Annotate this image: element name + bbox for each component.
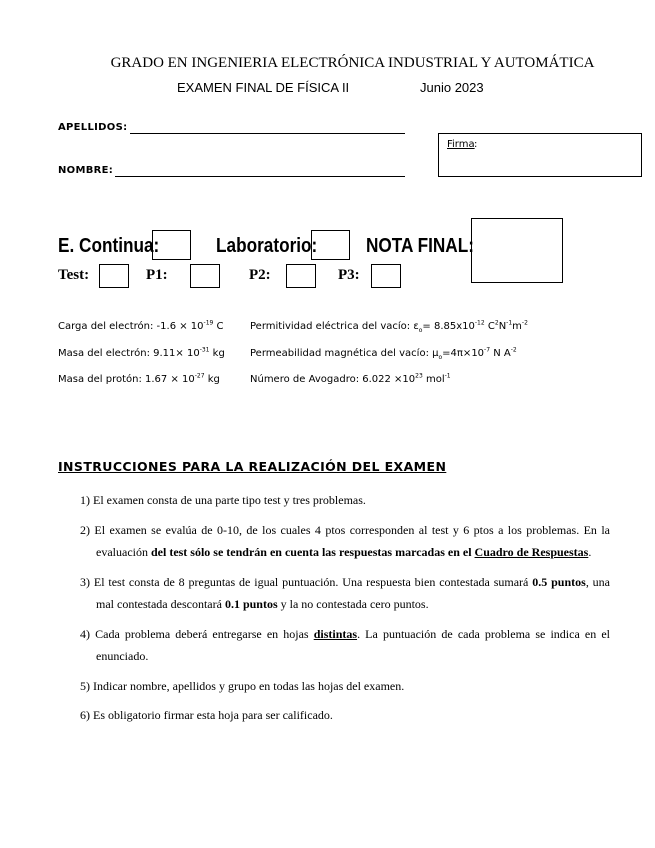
apellidos-label: APELLIDOS: (58, 122, 128, 133)
firma-label: Firma (447, 139, 475, 150)
nombre-label: NOMBRE: (58, 165, 114, 176)
instruction-6: 6) Es obligatorio firmar esta hoja para ser calificado. (80, 708, 333, 722)
instructions-list (80, 489, 610, 734)
test-box[interactable] (99, 264, 129, 288)
laboratorio-box[interactable] (311, 230, 350, 260)
degree-title: GRADO EN INGENIERIA ELECTRÓNICA INDUSTRIAL Y AUTOMÁTICA (110, 55, 595, 71)
nota-final-label: NOTA FINAL: (366, 235, 474, 257)
instruction-3: 3) El test consta de 8 preguntas de igual puntuación. Una respuesta bien contestada sumará 0.5 puntos, una mal contestada descontará 0.1 puntos y la no contestada cero puntos. (80, 574, 611, 611)
instruction-2: 2) El examen se evalúa de 0-10, de los cuales 4 ptos corresponden al test y 6 ptos a los problemas. En la evaluación del test sólo se tendrán en cuenta las respuestas marcadas en el Cuadro de Respuestas. (80, 522, 610, 559)
instruction-4: 4) Cada problema deberá entregarse en hojas distintas. La puntuación de cada problema se indica en el enunciado. (80, 626, 610, 663)
constant-masa-electron: Masa del electrón: $9.11\times 10^{-31}$ kg (58, 346, 225, 359)
constant-carga-electron: Carga del electrón: $-1.6 \times 10^{-19}$ C (58, 319, 224, 332)
p1-label: P1: (146, 267, 168, 283)
laboratorio-label: Laboratorio: (216, 235, 318, 257)
nota-final-box[interactable] (471, 218, 563, 283)
exam-title: EXAMEN FINAL DE FÍSICA II (177, 80, 350, 95)
continua-label: E. Continua: (58, 235, 160, 257)
p3-box[interactable] (371, 264, 401, 288)
p3-label: P3: (338, 267, 360, 283)
instruction-5: 5) Indicar nombre, apellidos y grupo en todas las hojas del examen. (80, 678, 405, 693)
constant-permeabilidad: Permeabilidad magnética del vacío: $\mu_o=4\pi\times 10^{-7}$ N $A^{-2}$ (250, 346, 517, 361)
constant-avogadro: Número de Avogadro: $6.022 \times 10^{23}$ mol$^{-1}$ (250, 372, 451, 385)
instructions-title: INSTRUCCIONES PARA LA REALIZACIÓN DEL EXAMEN (58, 459, 447, 474)
firma-colon: : (474, 139, 478, 150)
firma-box[interactable] (438, 133, 642, 177)
p2-label: P2: (249, 267, 271, 283)
constant-permitividad: Permitividad eléctrica del vacío: $\varepsilon_o= 8.85x10^{-12}$ $C^2N^{-1}m^{-2}$ (250, 319, 528, 334)
test-label: Test: (58, 267, 90, 283)
p1-box[interactable] (190, 264, 220, 288)
constant-masa-proton: Masa del protón: $1.67 \times 10^{-27}$ kg (58, 372, 220, 385)
exam-date: Junio 2023 (420, 80, 484, 95)
nombre-field[interactable] (115, 176, 405, 177)
continua-box[interactable] (152, 230, 191, 260)
instruction-1: 1) El examen consta de una parte tipo test y tres problemas. (80, 493, 366, 507)
apellidos-field[interactable] (130, 133, 405, 134)
p2-box[interactable] (286, 264, 316, 288)
